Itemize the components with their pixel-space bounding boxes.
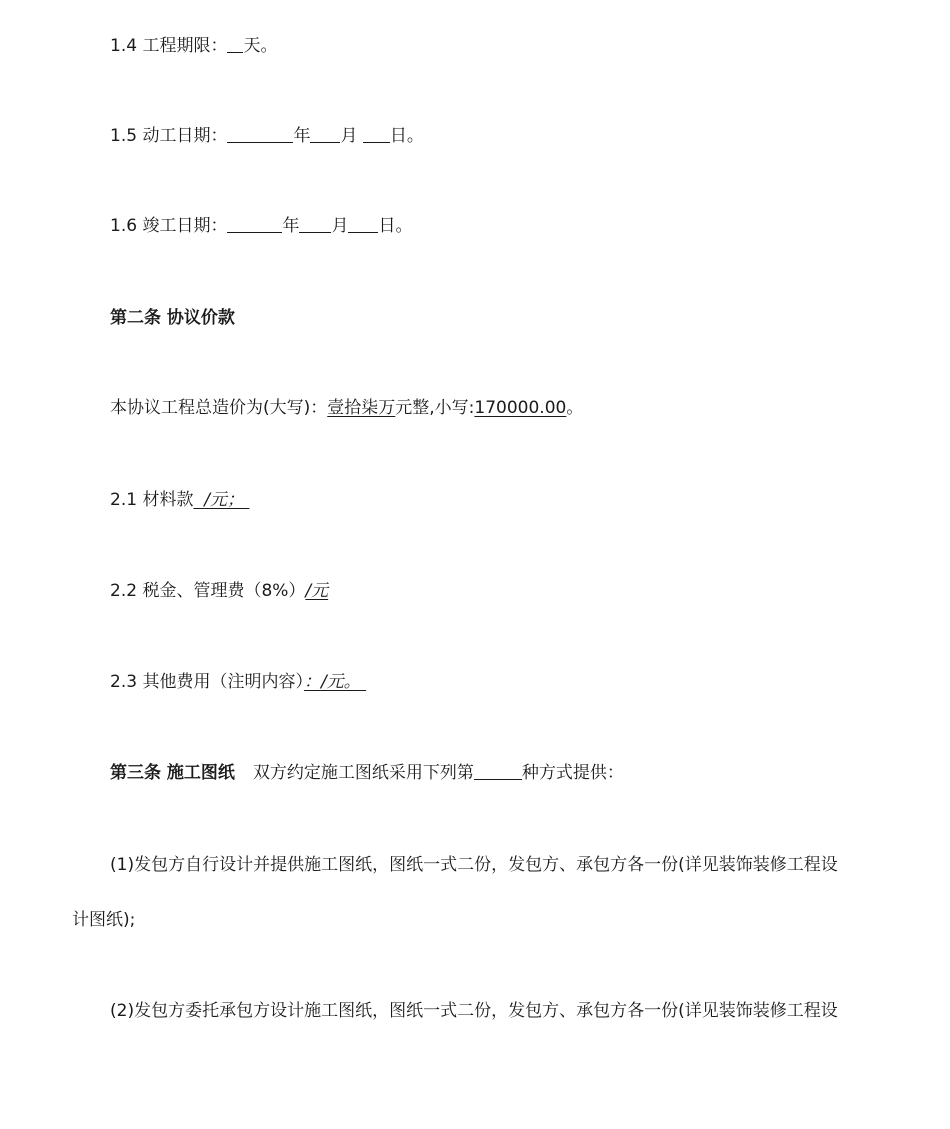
label-other-costs: 2.3 其他费用（注明内容） (110, 672, 304, 692)
total-price-upper: 壹拾柒万 (327, 398, 396, 418)
line-1-5-start-date (110, 123, 424, 149)
article-3-text-b: 种方式提供： (521, 763, 624, 783)
blank-days (227, 34, 243, 53)
end-month-unit: 月 (331, 216, 349, 236)
line-2-1-material-cost (110, 487, 249, 513)
value-material-cost: /元； (204, 490, 244, 510)
line-2-3-other-costs (110, 669, 366, 695)
value-other-costs: ：/元。 (303, 672, 361, 692)
blank-start-year (227, 124, 293, 143)
blank-end-month (299, 214, 331, 233)
paragraph-1-line-2: 计图纸); (72, 910, 136, 930)
blank-method-number (474, 761, 522, 780)
article-3-line (110, 760, 624, 786)
total-price-lower: 170000.00 (474, 398, 567, 418)
end-day-unit: 日。 (378, 216, 413, 236)
line-1-4-project-duration (110, 33, 277, 59)
blank-end-day (348, 214, 378, 233)
suffix-days: 天。 (243, 36, 278, 56)
blank-start-day (363, 124, 390, 143)
end-year-unit: 年 (282, 216, 300, 236)
value-tax-management: /元 (305, 581, 329, 601)
line-1-6-completion-date (110, 213, 412, 239)
label-tax-management: 2.2 税金、管理费（8%） (110, 581, 306, 601)
label-start-date: 1.5 动工日期： (110, 126, 228, 146)
blank-end-year (227, 214, 282, 233)
blank-start-month (310, 124, 340, 143)
article-3-text-a: 双方约定施工图纸采用下列第 (252, 763, 474, 783)
paragraph-1-line-1: (1)发包方自行设计并提供施工图纸，图纸一式二份，发包方、承包方各一份(详见装饰装修工程设 (110, 855, 838, 875)
label-completion-date: 1.6 竣工日期： (110, 216, 228, 236)
total-price-end: 。 (566, 398, 584, 418)
label-duration: 1.4 工程期限： (110, 36, 228, 56)
line-2-2-tax-management (110, 578, 328, 604)
article-3-heading: 第三条 施工图纸 (110, 763, 235, 783)
start-month-unit: 月 (340, 126, 358, 146)
total-price-prefix: 本协议工程总造价为(大写)： (110, 398, 328, 418)
start-day-unit: 日。 (389, 126, 424, 146)
start-year-unit: 年 (293, 126, 311, 146)
article-2-heading: 第二条 协议价款 (110, 308, 235, 328)
label-material-cost: 2.1 材料款 (110, 490, 194, 510)
total-price-middle: 元整,小写: (395, 398, 475, 418)
total-price-line (110, 395, 583, 421)
paragraph-2-line-1: (2)发包方委托承包方设计施工图纸，图纸一式二份，发包方、承包方各一份(详见装饰装修工程设 (110, 1001, 838, 1021)
